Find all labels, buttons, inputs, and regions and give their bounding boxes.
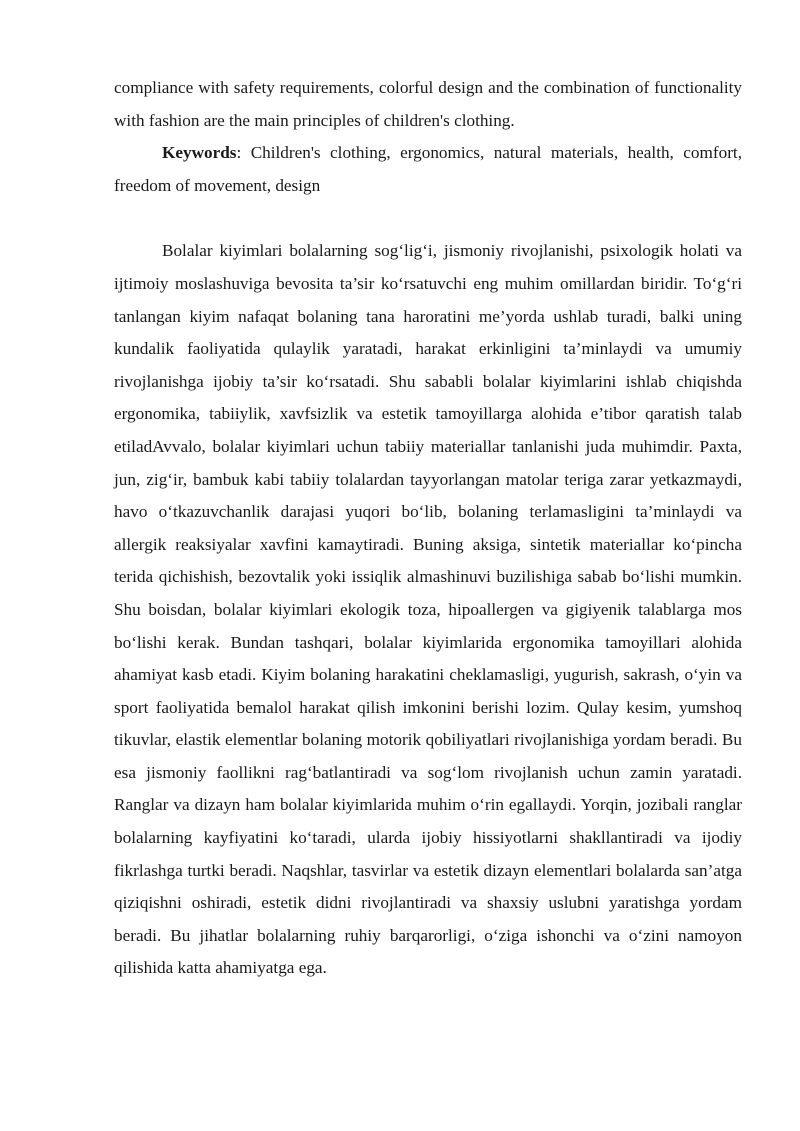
abstract-tail-paragraph: compliance with safety requirements, colorful design and the combination of functionality with fashion are the main principles of children's clothing. (114, 78, 742, 130)
keywords-separator: : (236, 143, 242, 163)
paragraph-gap (114, 202, 742, 235)
document-page (114, 72, 742, 985)
body-paragraph: Bolalar kiyimlari bolalarning sog‘lig‘i, jismoniy rivojlanishi, psixologik holati va ijtimoiy moslashuviga bevosita ta’sir ko‘rsatuvchi eng muhim omillardan biridir. To‘g‘ri tanlangan kiyim nafaqat bolaning tana haroratini me’yorda ushlab turadi, balki uning kundalik faoliyatida qulaylik yaratadi, harakat erkinligini ta’minlaydi va umumiy rivojlanishga ijobiy ta’sir ko‘rsatadi. Shu sababli bolalar kiyimlarini ishlab chiqishda ergonomika, tabiiylik, xavfsizlik va estetik tamoyillarga alohida e’tibor qaratish talab etiladAvvalo, bolalar kiyimlari uchun tabiiy materiallar tanlanishi juda muhimdir. Paxta, jun, zig‘ir, bambuk kabi tabiiy tolalardan tayyorlangan matolar teriga zarar yetkazmaydi, havo o‘tkazuvchanlik darajasi yuqori bo‘lib, bolaning terlamasligini ta’minlaydi va allergik reaksiyalar xavfini kamaytiradi. Buning aksiga, sintetik materiallar ko‘pincha terida qichishish, bezovtalik yoki issiqlik almashinuvi buzilishiga sabab bo‘lishi mumkin. Shu boisdan, bolalar kiyimlari ekologik toza, hipoallergen va gigiyenik talablarga mos bo‘lishi kerak. Bundan tashqari, bolalar kiyimlarida ergonomika tamoyillari alohida ahamiyat kasb etadi. Kiyim bolaning harakatini cheklamasligi, yugurish, sakrash, o‘yin va sport faoliyatida bemalol harakat qilish imkonini berishi lozim. Qulay kesim, yumshoq tikuvlar, elastik elementlar bolaning motorik qobiliyatlari rivojlanishiga yordam beradi. Bu esa jismoniy faollikni rag‘batlantiradi va sog‘lom rivojlanish uchun zamin yaratadi. Ranglar va dizayn ham bolalar kiyimlarida muhim o‘rin egallaydi. Yorqin, jozibali ranglar bolalarning kayfiyatini ko‘taradi, ularda ijobiy hissiyotlarni shakllantiradi va ijodiy fikrlashga turtki beradi. Naqshlar, tasvirlar va estetik dizayn elementlari bolalarda san’atga qiziqishni oshiradi, estetik didni rivojlantiradi va shaxsiy uslubni yaratishga yordam beradi. Bu jihatlar bolalarning ruhiy barqarorligi, o‘ziga ishonchi va o‘zini namoyon qilishida katta ahamiyatga ega. (114, 241, 742, 978)
keywords-text: Children's clothing, ergonomics, natural materials, health, comfort, freedom of movement, design (114, 143, 742, 195)
keywords-label: Keywords (162, 143, 237, 163)
keywords-paragraph (114, 137, 742, 202)
